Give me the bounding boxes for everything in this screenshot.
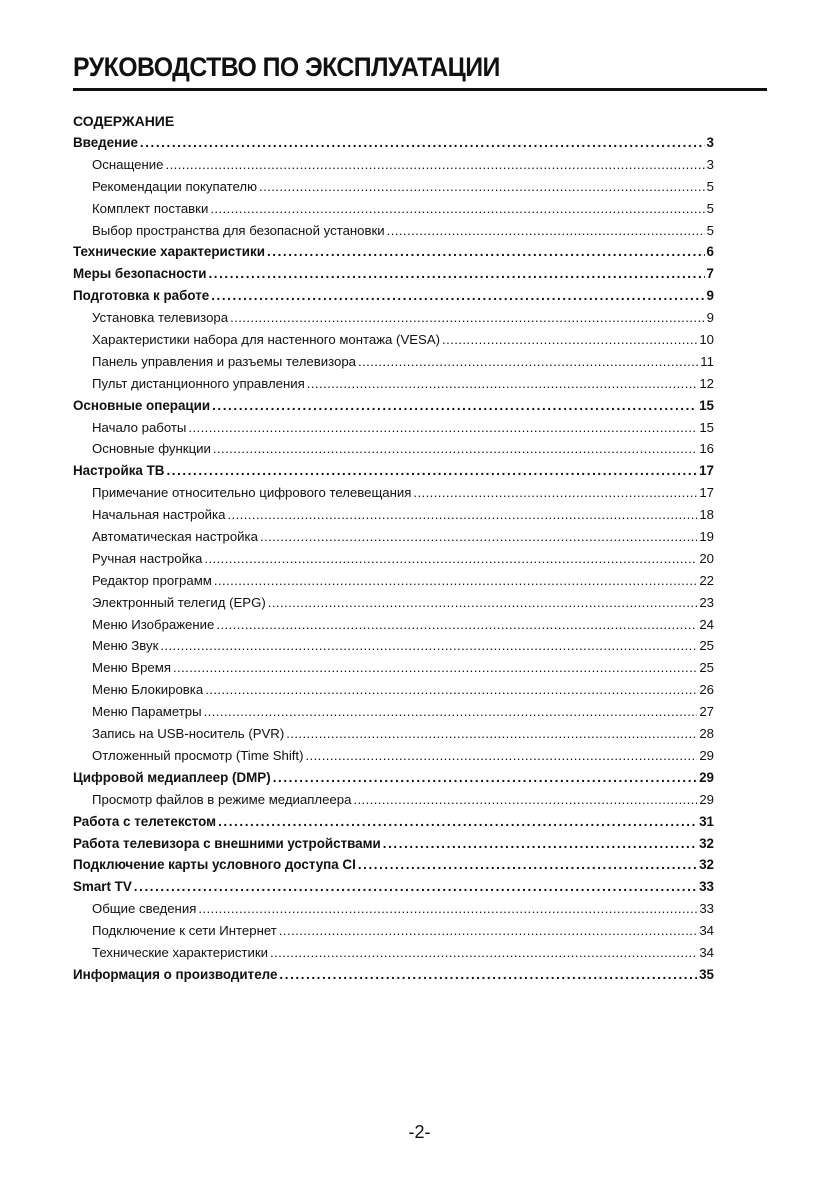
toc-dot-leader	[268, 592, 698, 614]
toc-entry-page: 9	[706, 310, 714, 326]
toc-section-entry[interactable]	[73, 854, 714, 876]
toc-entry-page: 27	[699, 704, 714, 720]
toc-entry-label: Общие сведения	[92, 901, 197, 917]
toc-dot-leader	[353, 789, 697, 811]
toc-dot-leader	[205, 679, 697, 701]
toc-entry-label: Запись на USB-носитель (PVR)	[92, 726, 285, 742]
toc-entry-page: 34	[699, 923, 714, 939]
toc-entry-page: 28	[699, 726, 714, 742]
page-number: -2-	[408, 1122, 431, 1142]
toc-subsection-entry[interactable]	[73, 482, 714, 504]
toc-entry-page: 17	[699, 463, 714, 479]
toc-dot-leader	[210, 198, 704, 220]
toc-entry-page: 29	[699, 791, 714, 807]
toc-entry-label: Основные операции	[73, 397, 211, 413]
toc-subsection-entry[interactable]	[73, 942, 714, 964]
toc-entry-label: Меню Блокировка	[92, 682, 204, 698]
toc-entry-page: 22	[699, 572, 714, 588]
toc-dot-leader	[358, 854, 697, 876]
toc-entry-page: 35	[699, 966, 714, 982]
toc-entry-label: Меню Изображение	[92, 616, 215, 632]
toc-entry-page: 5	[706, 178, 714, 194]
toc-entry-page: 29	[699, 769, 714, 785]
toc-entry-label: Технические характеристики	[73, 244, 265, 260]
toc-entry-label: Меню Параметры	[92, 704, 202, 720]
toc-entry-page: 18	[699, 507, 714, 523]
toc-entry-page: 11	[700, 353, 714, 369]
toc-entry-label: Отложенный просмотр (Time Shift)	[92, 747, 304, 763]
toc-entry-label: Примечание относительно цифрового телевещания	[92, 485, 412, 501]
toc-dot-leader	[173, 657, 697, 679]
toc-entry-label: Цифровой медиаплеер (DMP)	[73, 769, 271, 785]
toc-entry-label: Работа с телетекстом	[73, 813, 217, 829]
toc-entry-label: Начало работы	[92, 419, 187, 435]
toc-entry-label: Введение	[73, 135, 138, 150]
toc-dot-leader	[204, 548, 697, 570]
toc-dot-leader	[230, 307, 705, 329]
toc-entry-label: Установка телевизора	[92, 310, 229, 326]
toc-entry-label: Пульт дистанционного управления	[92, 375, 305, 391]
toc-subsection-entry[interactable]	[73, 329, 714, 351]
toc-subsection-entry[interactable]	[73, 373, 714, 395]
toc-entry-page: 5	[706, 200, 714, 216]
toc-entry-page: 33	[699, 879, 714, 895]
toc-entry-label: Подключение к сети Интернет	[92, 923, 277, 939]
toc-section-entry[interactable]	[73, 285, 714, 307]
toc-entry-page: 17	[699, 485, 714, 501]
toc-entry-page: 29	[699, 747, 714, 763]
toc-dot-leader	[211, 285, 704, 307]
toc-entry-page: 19	[699, 529, 714, 545]
toc-entry-page: 3	[706, 135, 714, 150]
toc-entry-page: 25	[699, 638, 714, 654]
toc-dot-leader	[227, 504, 697, 526]
toc-subsection-entry[interactable]	[73, 526, 714, 548]
toc-entry-page: 26	[699, 682, 714, 698]
toc-entry-label: Редактор программ	[92, 572, 212, 588]
toc-dot-leader	[212, 395, 697, 417]
table-of-contents	[73, 110, 714, 986]
toc-section-entry[interactable]	[73, 132, 714, 154]
toc-subsection-entry[interactable]	[73, 438, 714, 460]
toc-dot-leader	[134, 876, 697, 898]
toc-subsection-entry[interactable]	[73, 548, 714, 570]
toc-section-entry[interactable]	[73, 460, 714, 482]
toc-subsection-entry[interactable]	[73, 920, 714, 942]
toc-section-entry[interactable]	[73, 876, 714, 898]
toc-entry-page: 3	[706, 156, 714, 172]
toc-dot-leader	[213, 438, 697, 460]
toc-subsection-entry[interactable]	[73, 635, 714, 657]
toc-dot-leader	[358, 351, 698, 373]
toc-entry-label: Рекомендации покупателю	[92, 178, 258, 194]
toc-entry-label: Характеристики набора для настенного монтажа (VESA)	[92, 332, 441, 348]
toc-subsection-entry[interactable]	[73, 220, 714, 242]
toc-list	[73, 132, 714, 986]
toc-entry-label: Настройка ТВ	[73, 463, 165, 479]
toc-dot-leader	[273, 767, 697, 789]
toc-entry-label: Комплект поставки	[92, 200, 209, 216]
toc-entry-label: Работа телевизора с внешними устройствами	[73, 835, 381, 851]
toc-subsection-entry[interactable]	[73, 745, 714, 767]
toc-dot-leader	[160, 635, 697, 657]
title-rule	[73, 88, 767, 91]
toc-dot-leader	[286, 723, 697, 745]
toc-entry-label: Оснащение	[92, 156, 164, 172]
toc-entry-page: 10	[699, 332, 714, 348]
toc-subsection-entry[interactable]	[73, 592, 714, 614]
toc-entry-label: Начальная настройка	[92, 507, 226, 523]
toc-entry-label: Технические характеристики	[92, 944, 268, 960]
toc-entry-label: Панель управления и разъемы телевизора	[92, 353, 356, 369]
toc-dot-leader	[383, 833, 697, 855]
toc-dot-leader	[442, 329, 697, 351]
toc-entry-label: Меню Время	[92, 660, 171, 676]
toc-subsection-entry[interactable]	[73, 614, 714, 636]
toc-dot-leader	[305, 745, 697, 767]
toc-dot-leader	[267, 241, 705, 263]
toc-entry-page: 9	[706, 288, 714, 304]
toc-dot-leader	[260, 526, 697, 548]
toc-dot-leader	[198, 898, 697, 920]
toc-entry-label: Просмотр файлов в режиме медиаплеера	[92, 791, 352, 807]
toc-entry-page: 32	[699, 857, 714, 873]
toc-entry-page: 15	[699, 419, 714, 435]
toc-entry-label: Меню Звук	[92, 638, 159, 654]
toc-dot-leader	[279, 920, 698, 942]
toc-subsection-entry[interactable]	[73, 417, 714, 439]
toc-entry-page: 16	[699, 441, 714, 457]
toc-dot-leader	[204, 701, 698, 723]
toc-entry-label: Меры безопасности	[73, 266, 207, 282]
toc-subsection-entry[interactable]	[73, 898, 714, 920]
toc-dot-leader	[188, 417, 697, 439]
toc-section-entry[interactable]	[73, 263, 714, 285]
toc-dot-leader	[413, 482, 697, 504]
toc-entry-label: Автоматическая настройка	[92, 529, 258, 545]
toc-dot-leader	[214, 570, 697, 592]
toc-entry-page: 15	[699, 397, 714, 413]
toc-entry-label: Выбор пространства для безопасной установки	[92, 222, 385, 238]
toc-entry-page: 6	[706, 244, 714, 260]
page-header	[73, 50, 767, 84]
toc-subsection-entry[interactable]	[73, 723, 714, 745]
toc-dot-leader	[140, 132, 705, 154]
toc-dot-leader	[218, 811, 697, 833]
toc-dot-leader	[216, 614, 697, 636]
page-title: РУКОВОДСТВО ПО ЭКСПЛУАТАЦИИ	[73, 52, 500, 82]
toc-dot-leader	[270, 942, 697, 964]
toc-entry-page: 23	[699, 594, 714, 610]
toc-section-entry[interactable]	[73, 811, 714, 833]
toc-section-entry[interactable]	[73, 395, 714, 417]
toc-subsection-entry[interactable]	[73, 679, 714, 701]
toc-entry-label: Электронный телегид (EPG)	[92, 594, 266, 610]
toc-dot-leader	[208, 263, 704, 285]
toc-dot-leader	[387, 220, 705, 242]
toc-dot-leader	[259, 176, 705, 198]
toc-entry-page: 7	[706, 266, 714, 282]
toc-subsection-entry[interactable]	[73, 570, 714, 592]
toc-entry-page: 32	[699, 835, 714, 851]
toc-subsection-entry[interactable]	[73, 701, 714, 723]
toc-subsection-entry[interactable]	[73, 504, 714, 526]
toc-subsection-entry[interactable]	[73, 307, 714, 329]
toc-dot-leader	[166, 460, 697, 482]
toc-section-entry[interactable]	[73, 241, 714, 263]
toc-entry-page: 20	[699, 550, 714, 566]
toc-entry-page: 25	[699, 660, 714, 676]
toc-dot-leader	[279, 964, 697, 986]
toc-entry-label: Информация о производителе	[73, 966, 278, 982]
toc-heading: СОДЕРЖАНИЕ	[73, 113, 175, 129]
toc-entry-page: 12	[699, 375, 714, 391]
toc-subsection-entry[interactable]	[73, 154, 714, 176]
toc-dot-leader	[307, 373, 698, 395]
toc-entry-page: 33	[699, 901, 714, 917]
toc-entry-label: Smart TV	[73, 879, 132, 895]
toc-subsection-entry[interactable]	[73, 789, 714, 811]
toc-subsection-entry[interactable]	[73, 351, 714, 373]
toc-entry-page: 31	[699, 813, 714, 829]
toc-subsection-entry[interactable]	[73, 176, 714, 198]
toc-dot-leader	[166, 154, 705, 176]
toc-subsection-entry[interactable]	[73, 198, 714, 220]
toc-subsection-entry[interactable]	[73, 657, 714, 679]
toc-section-entry[interactable]	[73, 833, 714, 855]
toc-entry-page: 5	[706, 222, 714, 238]
toc-entry-page: 34	[699, 944, 714, 960]
toc-section-entry[interactable]	[73, 767, 714, 789]
toc-entry-label: Основные функции	[92, 441, 211, 457]
toc-entry-label: Ручная настройка	[92, 550, 203, 566]
toc-entry-page: 24	[699, 616, 714, 632]
toc-section-entry[interactable]	[73, 964, 714, 986]
toc-entry-label: Подготовка к работе	[73, 288, 210, 304]
toc-entry-label: Подключение карты условного доступа CI	[73, 857, 356, 873]
